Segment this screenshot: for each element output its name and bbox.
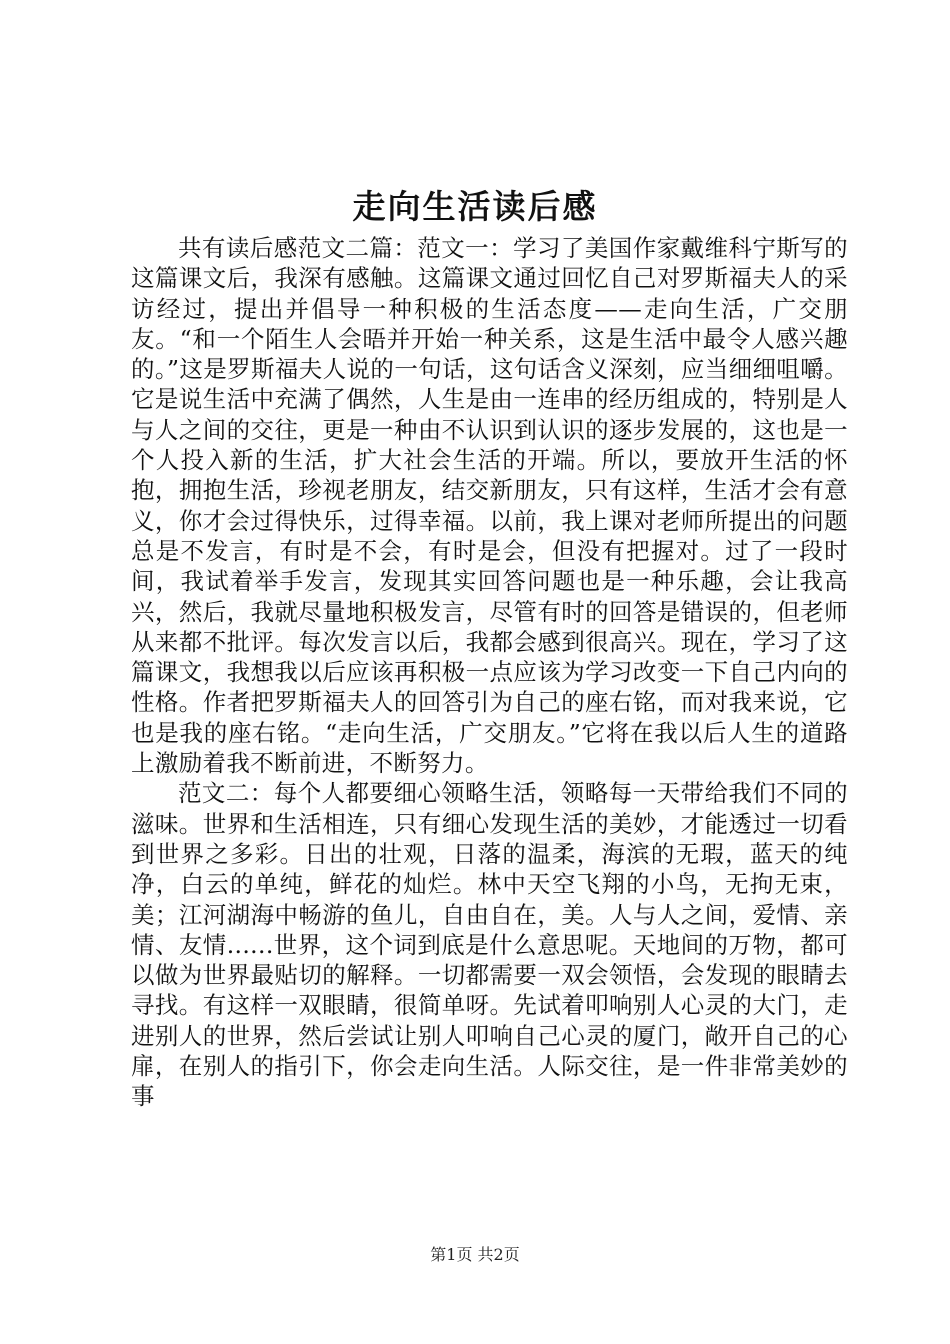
page-footer: 第1页 共2页 [430, 1245, 520, 1264]
document-body [131, 233, 848, 1112]
paragraph-1: 共有读后感范文二篇：范文一：学习了美国作家戴维科宁斯写的这篇课文后，我深有感触。这篇课文通过回忆自己对罗斯福夫人的采访经过，提出并倡导一种积极的生活态度——走向生活，广交朋友。“和一个陌生人会晤并开始一种关系，这是生活中最令人感兴趣的。”这是罗斯福夫人说的一句话，这句话含义深刻，应当细细咀嚼。它是说生活中充满了偶然，人生是由一连串的经历组成的，特别是人与人之间的交往，更是一种由不认识到认识的逐步发展的，这也是一个人投入新的生活，扩大社会生活的开端。所以，要放开生活的怀抱，拥抱生活，珍视老朋友，结交新朋友，只有这样，生活才会有意义，你才会过得快乐，过得幸福。以前，我上课对老师所提出的问题总是不发言，有时是不会，有时是会，但没有把握对。过了一段时间，我试着举手发言，发现其实回答问题也是一种乐趣，会让我高兴，然后，我就尽量地积极发言，尽管有时的回答是错误的，但老师从来都不批评。每次发言以后，我都会感到很高兴。现在，学习了这篇课文，我想我以后应该再积极一点应该为学习改变一下自己内向的性格。作者把罗斯福夫人的回答引为自己的座右铭，而对我来说，它也是我的座右铭。“走向生活，广交朋友。”它将在我以后人生的道路上激励着我不断前进，不断努力。 [131, 234, 848, 778]
paragraph-2: 范文二：每个人都要细心领略生活，领略每一天带给我们不同的滋味。世界和生活相连，只有细心发现生活的美妙，才能透过一切看到世界之多彩。日出的壮观，日落的温柔，海滨的无瑕，蓝天的纯净，白云的单纯，鲜花的灿烂。林中天空飞翔的小鸟，无拘无束，美；江河湖海中畅游的鱼儿，自由自在，美。人与人之间，爱情、亲情、友情......世界，这个词到底是什么意思呢。天地间的万物，都可以做为世界最贴切的解释。一切都需要一双会领悟，会发现的眼睛去寻找。有这样一双眼睛，很简单呀。先试着叩响别人心灵的大门，走进别人的世界，然后尝试让别人叩响自己心灵的厦门，敞开自己的心扉，在别人的指引下，你会走向生活。人际交往，是一件非常美妙的事 [131, 779, 848, 1111]
document-title: 走向生活读后感 [352, 187, 598, 226]
